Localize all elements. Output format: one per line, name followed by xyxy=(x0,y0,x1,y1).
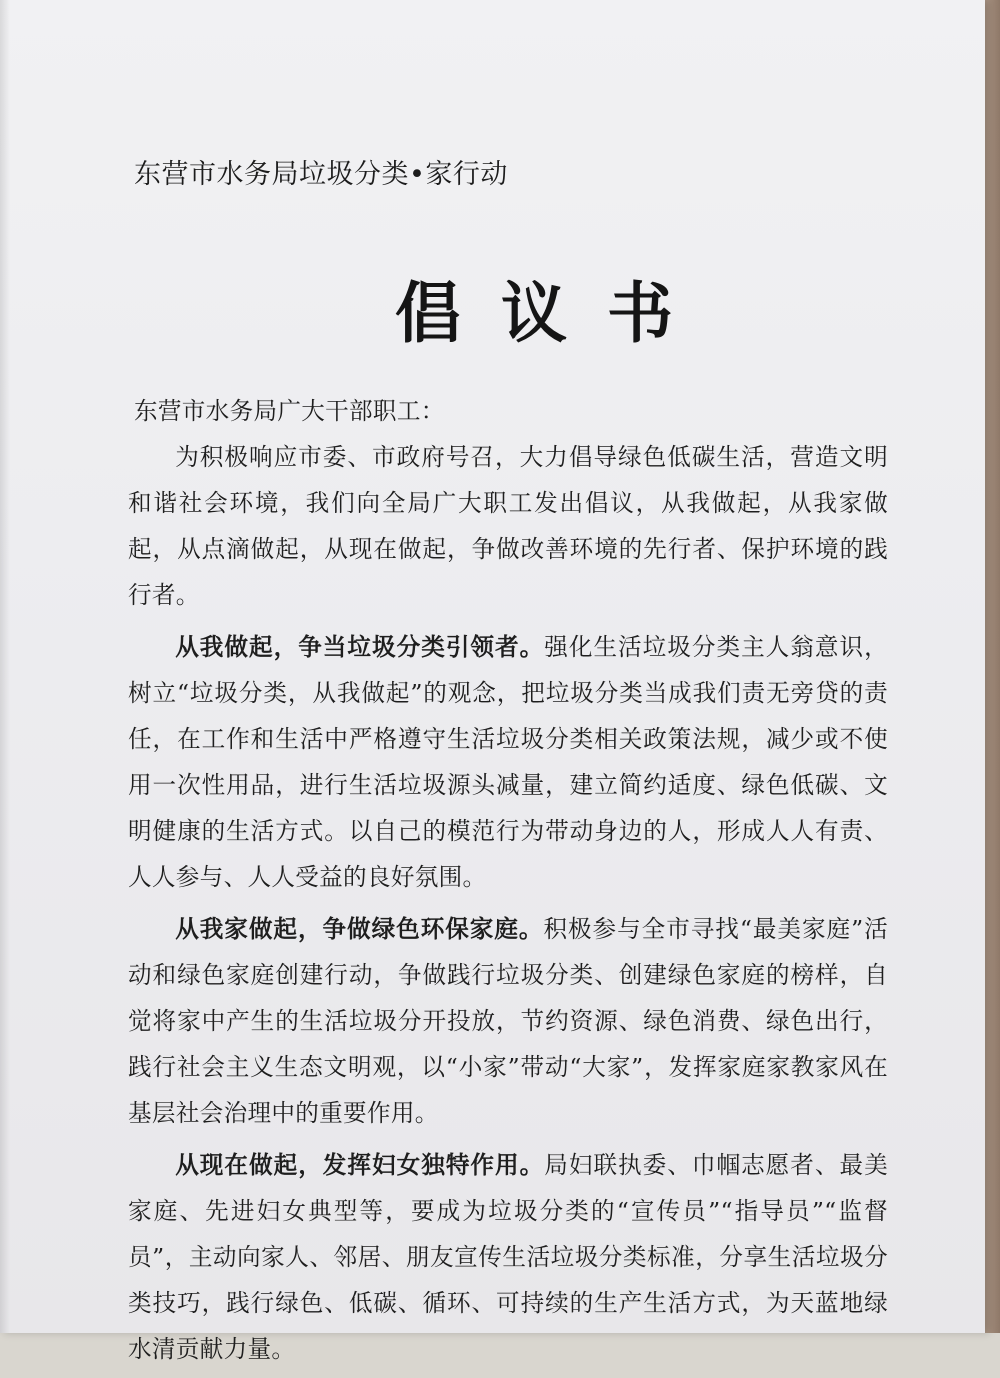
paragraph-text: 局妇联执委、巾帼志愿者、最美家庭、先进妇女典型等，要成为垃圾分类的“宣传员”“指导员”“监督员”，主动向家人、邻居、朋友宣传生活垃圾分类标准，分享生活垃圾分类技巧，践行绿色、低碳、循环、可持续的生产生活方式，为天蓝地绿水清贡献力量。 xyxy=(128,1151,888,1363)
paragraph-text: 为积极响应市委、市政府号召，大力倡导绿色低碳生活，营造文明和谐社会环境，我们向全局广大职工发出倡议，从我做起，从我家做起，从点滴做起，从现在做起，争做改善环境的先行者、保护环境的践行者。 xyxy=(128,443,888,609)
paragraph-from-family xyxy=(128,906,888,1136)
paragraph-from-me xyxy=(128,624,888,900)
paragraph-text: 强化生活垃圾分类主人翁意识，树立“垃圾分类，从我做起”的观念，把垃圾分类当成我们责无旁贷的责任，在工作和生活中严格遵守生活垃圾分类相关政策法规，减少或不使用一次性用品，进行生活垃圾源头减量，建立简约适度、绿色低碳、文明健康的生活方式。以自己的模范行为带动身边的人，形成人人有责、人人参与、人人受益的良好氛围。 xyxy=(128,633,888,891)
paragraph-from-now xyxy=(128,1142,888,1372)
salutation: 东营市水务局广大干部职工： xyxy=(134,397,445,425)
document-body xyxy=(128,388,888,1378)
document-title: 倡议书 xyxy=(395,275,713,352)
organization-title: 东营市水务局垃圾分类•家行动 xyxy=(134,159,508,190)
paragraph-lead: 从现在做起，发挥妇女独特作用。 xyxy=(175,1151,545,1179)
paragraph-lead: 从我家做起，争做绿色环保家庭。 xyxy=(175,915,544,943)
paragraph-lead: 从我做起，争当垃圾分类引领者。 xyxy=(175,633,545,661)
paragraph-intro xyxy=(128,434,888,618)
paragraph-text: 积极参与全市寻找“最美家庭”活动和绿色家庭创建行动，争做践行垃圾分类、创建绿色家庭的榜样，自觉将家中产生的生活垃圾分开投放，节约资源、绿色消费、绿色出行，践行社会主义生态文明观，以“小家”带动“大家”，发挥家庭家教家风在基层社会治理中的重要作用。 xyxy=(128,915,888,1127)
